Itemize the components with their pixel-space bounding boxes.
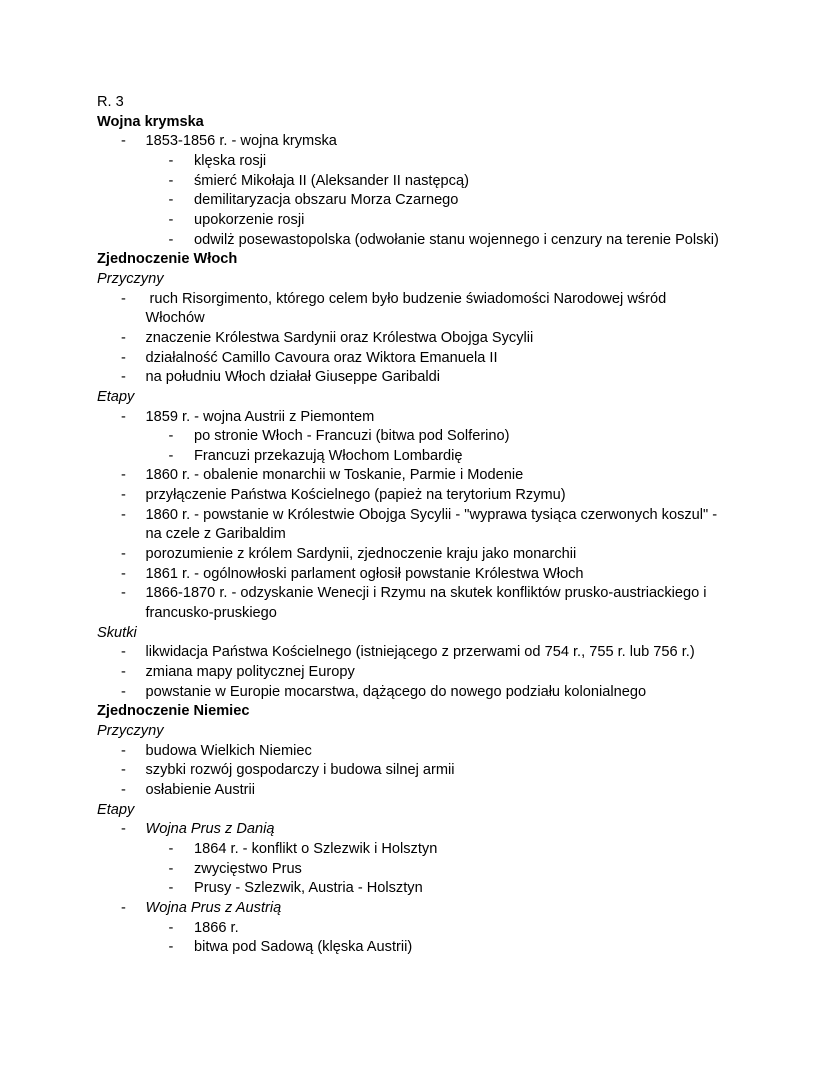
bullet-dash: - bbox=[168, 860, 174, 877]
bullet-dash: - bbox=[121, 664, 126, 681]
line-text: Przyczyny bbox=[97, 270, 164, 287]
list-item bbox=[97, 368, 757, 388]
list-item bbox=[97, 408, 757, 428]
bullet-dash: - bbox=[121, 821, 126, 838]
list-item bbox=[97, 840, 757, 860]
list-item bbox=[97, 565, 757, 585]
line-text: demilitaryzacja obszaru Morza Czarnego bbox=[194, 192, 459, 209]
line-text: Skutki bbox=[97, 624, 137, 641]
bullet-dash: - bbox=[121, 467, 126, 484]
line-text: 1860 r. - obalenie monarchii w Toskanie, Parmie i Modenie bbox=[145, 467, 524, 484]
subsection-label bbox=[97, 388, 757, 408]
bullet-dash: - bbox=[121, 487, 126, 504]
bullet-dash: - bbox=[121, 349, 126, 366]
bullet-dash: - bbox=[168, 211, 174, 228]
list-item bbox=[97, 860, 757, 880]
line-text: Włochów bbox=[145, 310, 205, 327]
bullet-dash: - bbox=[168, 192, 174, 209]
line-text: odwilż posewastopolska (odwołanie stanu wojennego i cenzury na terenie Polski) bbox=[194, 231, 719, 248]
list-item bbox=[97, 349, 757, 369]
list-item bbox=[97, 545, 757, 565]
line-text: osłabienie Austrii bbox=[145, 781, 256, 798]
subsection-label bbox=[97, 624, 757, 644]
line-text: śmierć Mikołaja II (Aleksander II następcą) bbox=[194, 172, 469, 189]
line-text: francusko-pruskiego bbox=[145, 605, 277, 622]
line-text: R. 3 bbox=[97, 94, 124, 110]
section-heading bbox=[97, 250, 757, 270]
line-text: szybki rozwój gospodarczy i budowa silnej armii bbox=[145, 762, 455, 779]
line-text: porozumienie z królem Sardynii, zjednoczenie kraju jako monarchii bbox=[145, 546, 577, 563]
bullet-dash: - bbox=[121, 369, 126, 386]
subsection-label bbox=[97, 801, 757, 821]
line-text: Wojna Prus z Austrią bbox=[145, 899, 282, 916]
list-item bbox=[97, 486, 757, 506]
line-text: bitwa pod Sadową (klęska Austrii) bbox=[194, 939, 413, 956]
list-item bbox=[97, 506, 757, 526]
bullet-dash: - bbox=[121, 585, 126, 602]
line-text: przyłączenie Państwa Kościelnego (papież na terytorium Rzymu) bbox=[145, 487, 566, 504]
bullet-dash: - bbox=[168, 231, 174, 248]
line-text: zmiana mapy politycznej Europy bbox=[145, 664, 355, 681]
line-text: klęska rosji bbox=[194, 152, 267, 169]
bullet-dash: - bbox=[121, 644, 126, 661]
bullet-dash: - bbox=[121, 762, 126, 779]
bullet-dash: - bbox=[121, 133, 126, 150]
bullet-dash: - bbox=[168, 880, 174, 897]
list-item bbox=[97, 427, 757, 447]
line-text: upokorzenie rosji bbox=[194, 211, 305, 228]
line-text: Wojna Prus z Danią bbox=[145, 821, 275, 838]
list-item-continuation bbox=[97, 309, 757, 329]
line-text: po stronie Włoch - Francuzi (bitwa pod Solferino) bbox=[194, 428, 510, 445]
line-text: likwidacja Państwa Kościelnego (istniejącego z przerwami od 754 r., 755 r. lub 756 r.) bbox=[145, 644, 695, 661]
line-text: 1866 r. bbox=[194, 919, 239, 936]
list-item bbox=[97, 781, 757, 801]
line-text: Francuzi przekazują Włochom Lombardię bbox=[194, 447, 463, 464]
bullet-dash: - bbox=[121, 683, 126, 700]
list-item bbox=[97, 938, 757, 958]
line-text: Przyczyny bbox=[97, 723, 164, 739]
line-text: Zjednoczenie Włoch bbox=[97, 251, 238, 268]
line-text: 1864 r. - konflikt o Szlezwik i Holsztyn bbox=[194, 840, 438, 857]
subsection-label bbox=[97, 270, 757, 290]
bullet-dash: - bbox=[121, 899, 126, 916]
list-item bbox=[97, 466, 757, 486]
line-text: 1866-1870 r. - odzyskanie Wenecji i Rzymu na skutek konfliktów prusko-austriackiego i bbox=[145, 585, 707, 602]
line-text: 1860 r. - powstanie w Królestwie Obojga Sycylii - "wyprawa tysiąca czerwonych koszul" - bbox=[145, 506, 718, 523]
list-item bbox=[97, 172, 757, 192]
line-text: 1853-1856 r. - wojna krymska bbox=[145, 133, 337, 150]
bullet-dash: - bbox=[121, 329, 126, 346]
bullet-dash: - bbox=[168, 939, 174, 956]
list-item bbox=[97, 742, 757, 762]
line-text: Etapy bbox=[97, 388, 135, 405]
bullet-dash: - bbox=[121, 290, 126, 307]
bullet-dash: - bbox=[121, 565, 126, 582]
list-item bbox=[97, 761, 757, 781]
bullet-dash: - bbox=[121, 742, 126, 759]
bullet-dash: - bbox=[168, 919, 174, 936]
list-item bbox=[97, 663, 757, 683]
list-item bbox=[97, 643, 757, 663]
section-heading bbox=[97, 113, 757, 133]
list-item bbox=[97, 132, 757, 152]
bullet-dash: - bbox=[168, 172, 174, 189]
list-item bbox=[97, 820, 757, 840]
list-item bbox=[97, 584, 757, 604]
list-item bbox=[97, 191, 757, 211]
list-item bbox=[97, 899, 757, 919]
line-text: budowa Wielkich Niemiec bbox=[145, 742, 312, 759]
list-item bbox=[97, 879, 757, 899]
subsection-label bbox=[97, 722, 757, 742]
line-text: powstanie w Europie mocarstwa, dążącego do nowego podziału kolonialnego bbox=[145, 683, 647, 700]
section-heading bbox=[97, 702, 757, 722]
text-line bbox=[97, 93, 757, 113]
bullet-dash: - bbox=[168, 428, 174, 445]
list-item bbox=[97, 152, 757, 172]
line-text: na czele z Garibaldim bbox=[145, 526, 286, 543]
line-text: na południu Włoch działał Giuseppe Garibaldi bbox=[145, 369, 440, 386]
list-item bbox=[97, 290, 757, 310]
bullet-dash: - bbox=[168, 447, 174, 464]
line-text: 1859 r. - wojna Austrii z Piemontem bbox=[145, 408, 375, 425]
bullet-dash: - bbox=[168, 152, 174, 169]
line-text: 1861 r. - ogólnowłoski parlament ogłosił powstanie Królestwa Włoch bbox=[145, 565, 584, 582]
list-item-continuation bbox=[97, 525, 757, 545]
line-text: znaczenie Królestwa Sardynii oraz Królestwa Obojga Sycylii bbox=[145, 329, 534, 346]
document-body bbox=[97, 93, 757, 958]
list-item bbox=[97, 329, 757, 349]
bullet-dash: - bbox=[121, 546, 126, 563]
bullet-dash: - bbox=[121, 506, 126, 523]
line-text: ruch Risorgimento, którego celem było budzenie świadomości Narodowej wśród bbox=[145, 290, 667, 307]
line-text: Prusy - Szlezwik, Austria - Holsztyn bbox=[194, 880, 423, 897]
line-text: Etapy bbox=[97, 801, 135, 818]
bullet-dash: - bbox=[121, 781, 126, 798]
list-item bbox=[97, 683, 757, 703]
line-text: zwycięstwo Prus bbox=[194, 860, 302, 877]
list-item-continuation bbox=[97, 604, 757, 624]
list-item bbox=[97, 447, 757, 467]
line-text: działalność Camillo Cavoura oraz Wiktora Emanuela II bbox=[145, 349, 498, 366]
list-item bbox=[97, 211, 757, 231]
list-item bbox=[97, 919, 757, 939]
line-text: Wojna krymska bbox=[97, 113, 204, 130]
list-item bbox=[97, 231, 757, 251]
bullet-dash: - bbox=[121, 408, 126, 425]
line-text: Zjednoczenie Niemiec bbox=[97, 703, 250, 720]
bullet-dash: - bbox=[168, 840, 174, 857]
